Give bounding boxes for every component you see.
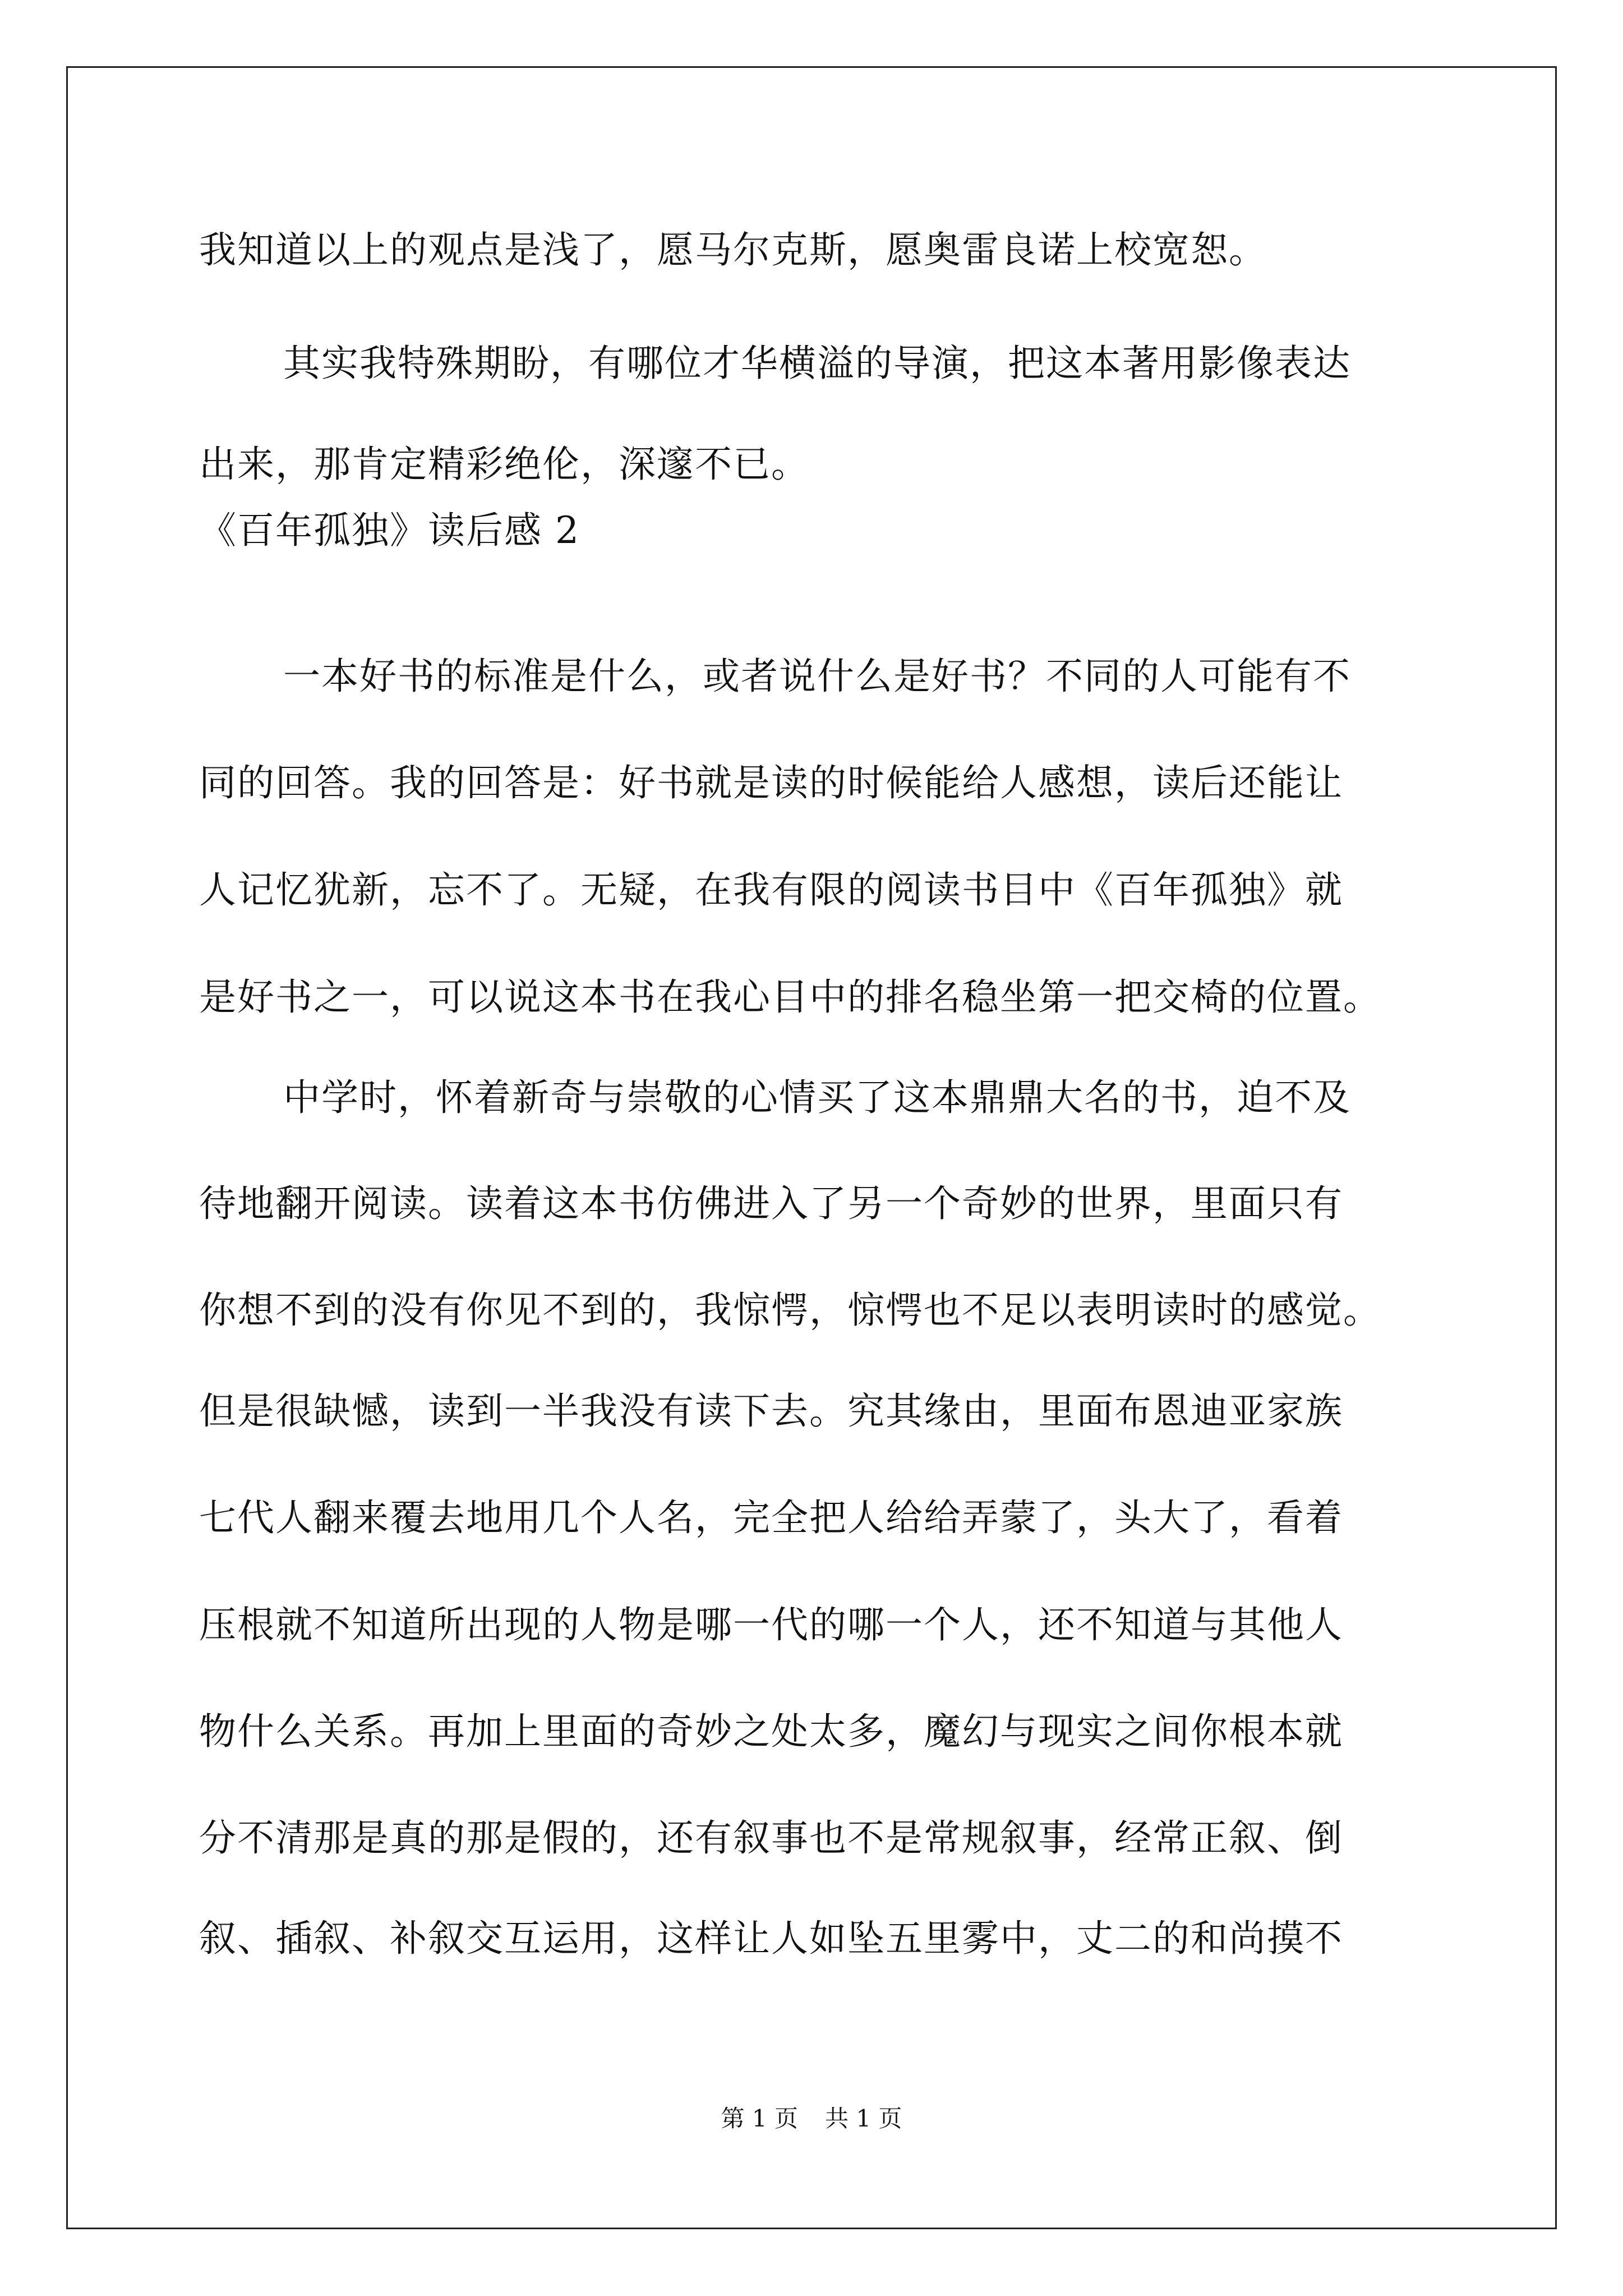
- page-frame: [66, 66, 1557, 2229]
- section-heading: 《百年孤独》读后感 2: [199, 509, 580, 552]
- page-number: 第 1 页: [721, 2105, 798, 2132]
- text-line: 其实我特殊期盼，有哪位才华横溢的导演，把这本著用影像表达: [283, 342, 1351, 385]
- text-line: 同的回答。我的回答是：好书就是读的时候能给人感想，读后还能让: [199, 761, 1343, 804]
- text-line: 压根就不知道所出现的人物是哪一代的哪一个人，还不知道与其他人: [199, 1603, 1343, 1646]
- text-line: 但是很缺憾，读到一半我没有读下去。究其缘由，里面布恩迪亚家族: [199, 1389, 1343, 1433]
- text-line: 一本好书的标准是什么，或者说什么是好书？不同的人可能有不: [283, 655, 1351, 698]
- text-line: 我知道以上的观点是浅了，愿马尔克斯，愿奥雷良诺上校宽恕。: [199, 228, 1267, 272]
- page-total: 共 1 页: [825, 2105, 902, 2132]
- text-line: 中学时，怀着新奇与崇敬的心情买了这本鼎鼎大名的书，迫不及: [283, 1076, 1351, 1119]
- text-line: 是好书之一，可以说这本书在我心目中的排名稳坐第一把交椅的位置。: [199, 976, 1381, 1019]
- text-line: 人记忆犹新，忘不了。无疑，在我有限的阅读书目中《百年孤独》就: [199, 868, 1343, 912]
- text-line: 叙、插叙、补叙交互运用，这样让人如坠五里雾中，丈二的和尚摸不: [199, 1917, 1343, 1960]
- text-line: 待地翻开阅读。读着这本书仿佛进入了另一个奇妙的世界，里面只有: [199, 1182, 1343, 1225]
- text-line: 七代人翻来覆去地用几个人名，完全把人给给弄蒙了，头大了，看着: [199, 1496, 1343, 1539]
- text-line: 物什么关系。再加上里面的奇妙之处太多，魔幻与现实之间你根本就: [199, 1710, 1343, 1753]
- text-line: 你想不到的没有你见不到的，我惊愕，惊愕也不足以表明读时的感觉。: [199, 1289, 1381, 1332]
- text-line: 分不清那是真的那是假的，还有叙事也不是常规叙事，经常正叙、倒: [199, 1816, 1343, 1860]
- page-footer: [0, 2105, 1623, 2133]
- text-line: 出来，那肯定精彩绝伦，深邃不已。: [199, 443, 809, 486]
